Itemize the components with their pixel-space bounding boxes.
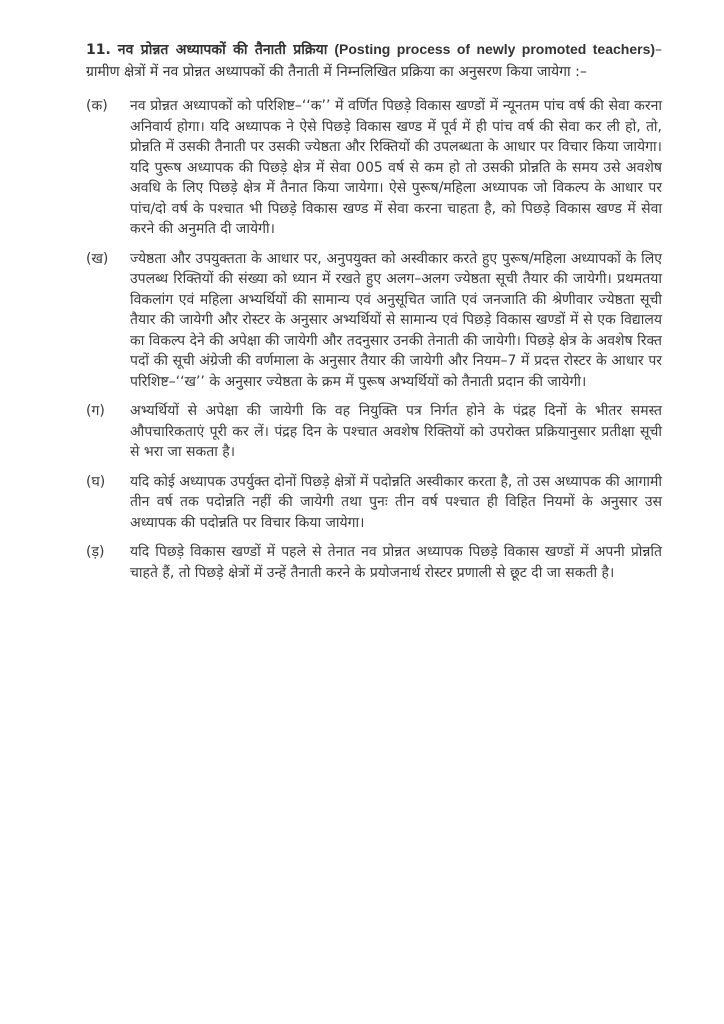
list-item-label: (घ) — [86, 473, 106, 490]
section-heading — [86, 38, 662, 83]
list-item-text: अभ्यर्थियों से अपेक्षा की जायेगी कि वह नियुक्ति पत्र निर्गत होने के पंद्रह दिनों के भीतर समस्त औपचारिकताएं पूरी कर लें। पंद्रह दिन के पश्चात अवशेष रिक्तियों को उपरोक्त प्रक्रियानुसार प्रतीक्षा सूची से भरा जा सकता है। — [130, 403, 662, 460]
list-item-ga — [86, 401, 662, 463]
section-intro-text: –ग्रामीण क्षेत्रों में नव प्रोन्नत अध्यापकों की तैनाती में निम्नलिखित प्रक्रिया का अनुसरण किया जायेगा :– — [86, 42, 663, 80]
list-item-ka — [86, 96, 662, 240]
list-item-kha — [86, 249, 662, 393]
section-title-hindi: नव प्रोन्नत अध्यापकों की तैनाती प्रक्रिया — [117, 42, 328, 58]
section-title-english: (Posting process of newly promoted teachers) — [334, 41, 656, 57]
list-item-text: यदि कोई अध्यापक उपर्युक्त दोनों पिछड़े क्षेत्रों में पदोन्नति अस्वीकार करता है, तो उस अध्यापक की आगामी तीन वर्ष तक पदोन्नति नहीं की जायेगी तथा पुनः तीन वर्ष पश्चात ही विहित नियमों के अनुसार उस अध्यापक की पदोन्नति पर विचार किया जायेगा। — [130, 473, 662, 531]
list-item-gha — [86, 472, 662, 534]
section-number: 11. — [86, 42, 111, 58]
list-item-label: (ग) — [86, 403, 105, 419]
clause-list — [86, 96, 662, 583]
list-item-label: (ख) — [86, 250, 109, 267]
list-item-text: यदि पिछड़े विकास खण्डों में पहले से तेनात नव प्रोन्नत अध्यापक पिछड़े विकास खण्डों में अपनी प्रोन्नति चाहते हैं, तो पिछड़े क्षेत्रों में उन्हें तैनाती करने के प्रयोजनार्थ रोस्टर प्रणाली से छूट दी जा सकती है। — [130, 544, 662, 581]
list-item-label: (ड़) — [86, 544, 105, 560]
list-item-text: नव प्रोन्नत अध्यापकों को परिशिष्ट–‘‘क’’ में वर्णित पिछड़े विकास खण्डों में न्यूनतम पांच वर्ष की सेवा करना अनिवार्य होगा। यदि अध्यापक ने ऐसे पिछड़े विकास खण्ड में पूर्व में ही पांच वर्ष की सेवा कर ली हो, तो, प्रोन्नति में उसकी तैनाती पर उसकी ज्येष्ठता और रिक्तियों की उपलब्धता के आधार पर विचार किया जायेगा। यदि पुरूष अध्यापक की पिछड़े क्षेत्र में सेवा 005 वर्ष से कम हो तो उसकी प्रोन्नति के समय उसे अवशेष अवधि के लिए पिछड़े क्षेत्र में तैनात किया जायेगा। ऐसे पुरूष/महिला अध्यापक जो विकल्प के आधार पर पांच/दो वर्ष के पश्चात भी पिछड़े विकास खण्ड में सेवा करना चाहता है, को पिछड़े विकास खण्ड में सेवा करने की अनुमति दी जायेगी। — [130, 98, 662, 237]
list-item-text: ज्येष्ठता और उपयुक्तता के आधार पर, अनुपयुक्त को अस्वीकार करते हुए पुरूष/महिला अध्यापकों के लिए उपलब्ध रिक्तियों की संख्या को ध्यान में रखते हुए अलग–अलग ज्येष्ठता सूची तैयार की जायेगी। प्रथमतया विकलांग एवं महिला अभ्यर्थियों की सामान्य एवं अनुसूचित जाति एवं जनजाति की श्रेणीवार ज्येष्ठता सूची तैयार की जायेगी और रोस्टर के अनुसार अभ्यर्थियों से सामान्य एवं पिछड़े विकास खण्डों में से एक विद्यालय का विकल्प देने की अपेक्षा की जायेगी और तदनुसार उनकी तेनाती की जायेगी। पिछड़े क्षेत्र के अवशेष रिक्त पदों की सूची अंग्रेजी की वर्णमाला के अनुसार तैयार की जायेगी और नियम–7 में प्रदत्त रोस्टर के आधार पर परिशिष्ट–‘‘ख’’ के अनुसार ज्येष्ठता के क्रम में पुरूष अभ्यर्थियों को तैनाती प्रदान की जायेगी। — [130, 250, 662, 390]
list-item-label: (क) — [86, 98, 108, 114]
list-item-nga — [86, 542, 662, 583]
